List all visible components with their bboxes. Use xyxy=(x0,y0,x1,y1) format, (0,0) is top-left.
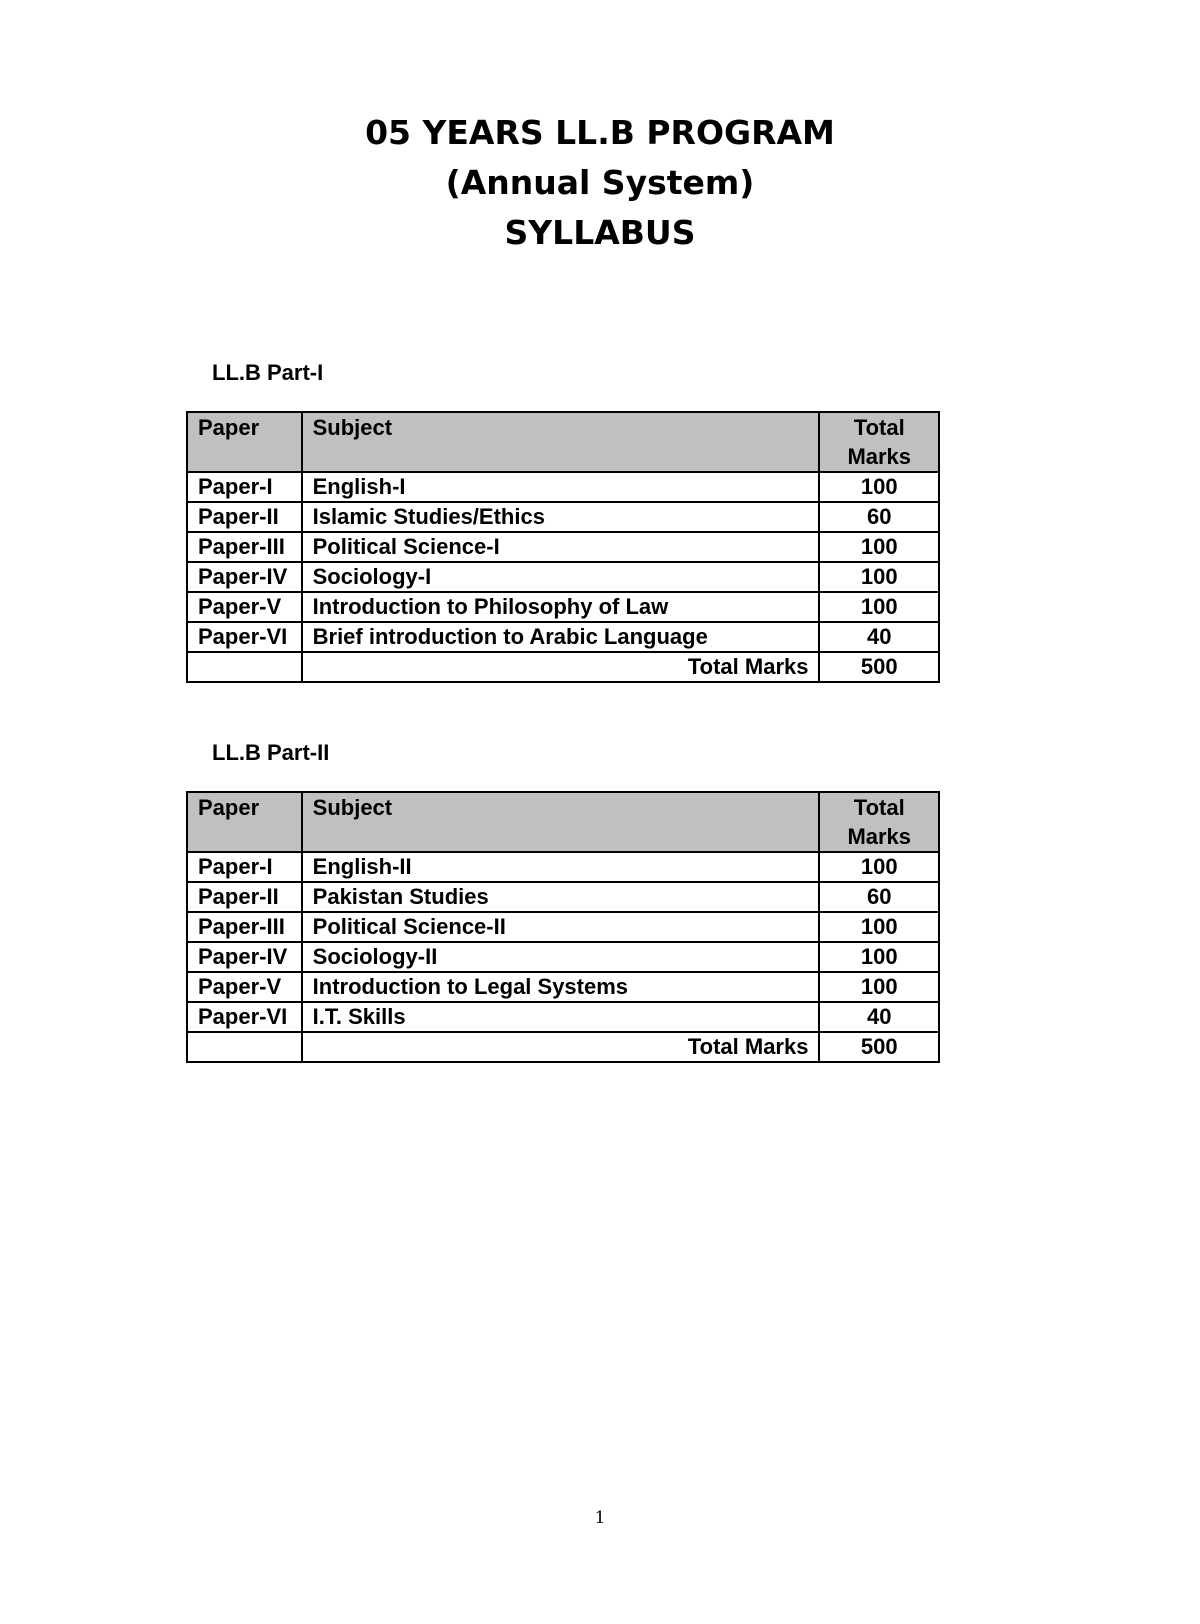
header-marks-line1: Total xyxy=(853,795,905,820)
page-number: 1 xyxy=(594,1508,606,1528)
paper-cell: Paper-II xyxy=(187,882,302,912)
marks-cell: 100 xyxy=(819,912,939,942)
subject-cell: Introduction to Legal Systems xyxy=(302,972,820,1002)
part1-heading: LL.B Part-I xyxy=(212,360,324,385)
part2-heading: LL.B Part-II xyxy=(212,740,330,765)
subject-cell: Political Science-I xyxy=(302,532,820,562)
marks-cell: 100 xyxy=(819,852,939,882)
marks-cell: 100 xyxy=(819,562,939,592)
header-paper: Paper xyxy=(187,412,302,472)
table-row xyxy=(187,1002,939,1032)
subject-cell: Sociology-II xyxy=(302,942,820,972)
table-row xyxy=(187,622,939,652)
subject-cell: Brief introduction to Arabic Language xyxy=(302,622,820,652)
table-row xyxy=(187,562,939,592)
subject-cell: I.T. Skills xyxy=(302,1002,820,1032)
paper-cell: Paper-IV xyxy=(187,562,302,592)
header-marks-line1: Total xyxy=(853,415,905,440)
subject-cell: Introduction to Philosophy of Law xyxy=(302,592,820,622)
table-row xyxy=(187,912,939,942)
table-row xyxy=(187,532,939,562)
marks-cell: 100 xyxy=(819,972,939,1002)
table-header-row xyxy=(187,412,939,472)
table-row xyxy=(187,472,939,502)
header-marks-line2: Marks xyxy=(847,444,912,469)
paper-cell: Paper-V xyxy=(187,972,302,1002)
marks-cell: 40 xyxy=(819,1002,939,1032)
subject-cell: Pakistan Studies xyxy=(302,882,820,912)
title-line-syllabus: SYLLABUS xyxy=(504,213,696,252)
subject-cell: English-I xyxy=(302,472,820,502)
total-value: 500 xyxy=(819,1032,939,1062)
table-row xyxy=(187,942,939,972)
document-title xyxy=(0,108,1200,258)
subject-cell: Political Science-II xyxy=(302,912,820,942)
table-row xyxy=(187,972,939,1002)
empty-cell xyxy=(187,652,302,682)
paper-cell: Paper-IV xyxy=(187,942,302,972)
marks-cell: 100 xyxy=(819,532,939,562)
header-subject: Subject xyxy=(302,792,820,852)
paper-cell: Paper-III xyxy=(187,532,302,562)
header-total-marks xyxy=(819,412,939,472)
table-row xyxy=(187,852,939,882)
total-row xyxy=(187,652,939,682)
table-row xyxy=(187,502,939,532)
marks-cell: 60 xyxy=(819,882,939,912)
marks-cell: 100 xyxy=(819,942,939,972)
paper-cell: Paper-VI xyxy=(187,1002,302,1032)
title-line-program: 05 YEARS LL.B PROGRAM xyxy=(365,113,835,152)
total-label: Total Marks xyxy=(302,652,820,682)
paper-cell: Paper-V xyxy=(187,592,302,622)
marks-cell: 100 xyxy=(819,472,939,502)
part1-table xyxy=(186,411,940,683)
marks-cell: 100 xyxy=(819,592,939,622)
paper-cell: Paper-III xyxy=(187,912,302,942)
paper-cell: Paper-I xyxy=(187,852,302,882)
subject-cell: Islamic Studies/Ethics xyxy=(302,502,820,532)
table-header-row xyxy=(187,792,939,852)
table-row xyxy=(187,592,939,622)
header-marks-line2: Marks xyxy=(847,824,912,849)
total-row xyxy=(187,1032,939,1062)
header-paper: Paper xyxy=(187,792,302,852)
header-total-marks xyxy=(819,792,939,852)
marks-cell: 60 xyxy=(819,502,939,532)
part2-table xyxy=(186,791,940,1063)
total-label: Total Marks xyxy=(302,1032,820,1062)
subject-cell: English-II xyxy=(302,852,820,882)
empty-cell xyxy=(187,1032,302,1062)
paper-cell: Paper-VI xyxy=(187,622,302,652)
header-subject: Subject xyxy=(302,412,820,472)
paper-cell: Paper-II xyxy=(187,502,302,532)
table-row xyxy=(187,882,939,912)
total-value: 500 xyxy=(819,652,939,682)
marks-cell: 40 xyxy=(819,622,939,652)
subject-cell: Sociology-I xyxy=(302,562,820,592)
paper-cell: Paper-I xyxy=(187,472,302,502)
title-line-system: (Annual System) xyxy=(445,163,755,202)
